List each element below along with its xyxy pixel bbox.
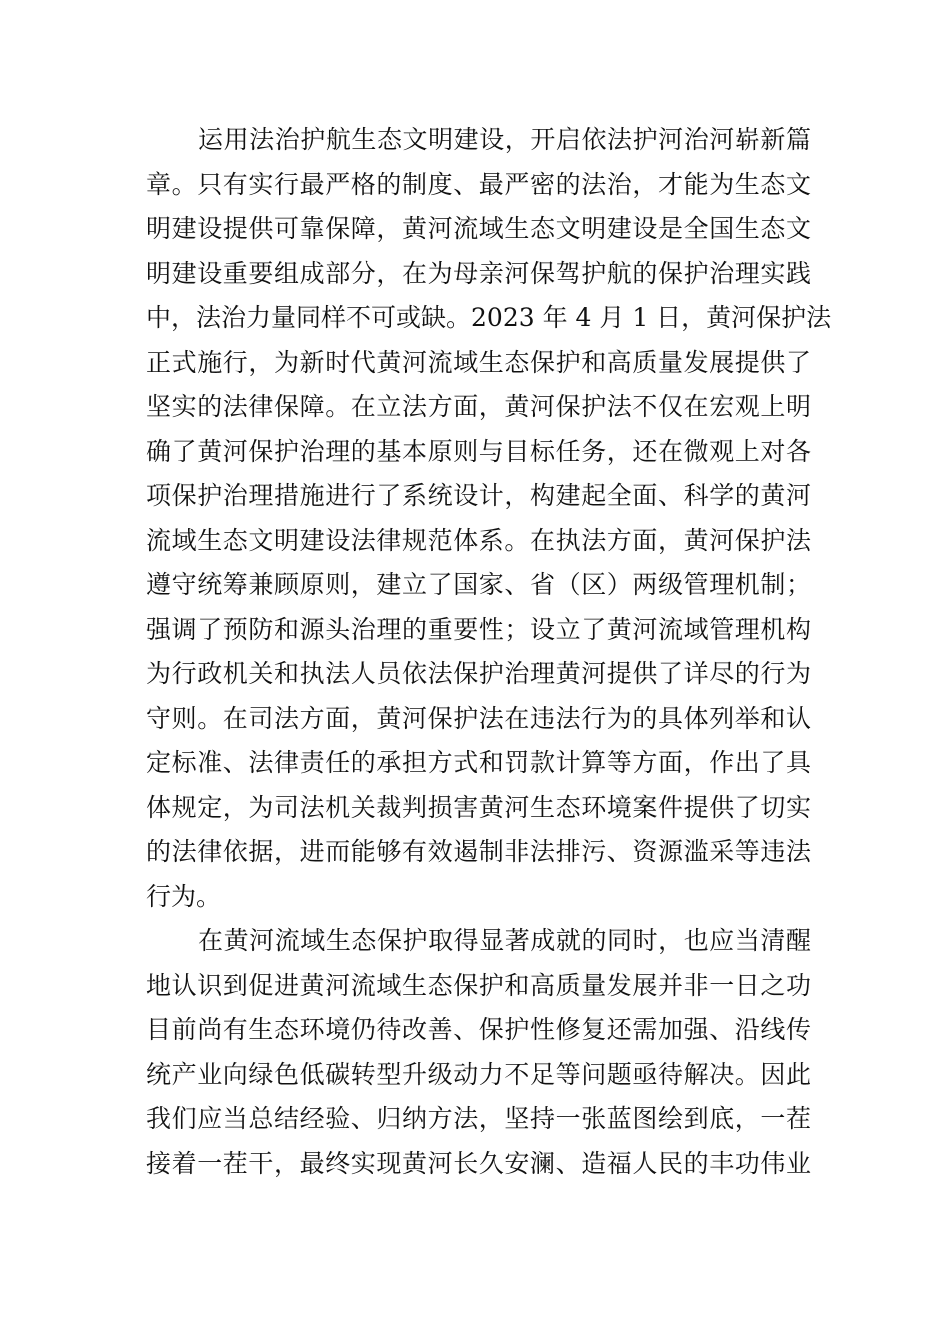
paragraph-line: 明建设提供可靠保障，黄河流域生态文明建设是全国生态文 <box>146 214 811 243</box>
paragraph-line: 我们应当总结经验、归纳方法，坚持一张蓝图绘到底，一茬 <box>146 1104 811 1133</box>
paragraph-line: 中，法治力量同样不可或缺。2023 年 4 月 1 日，黄河保护法 <box>146 303 832 332</box>
article-body <box>146 118 832 1186</box>
paragraph-line: 正式施行，为新时代黄河流域生态保护和高质量发展提供了 <box>146 347 811 377</box>
paragraph-line: 体规定，为司法机关裁判损害黄河生态环境案件提供了切实 <box>146 792 811 822</box>
paragraph-rule-of-law <box>146 118 832 919</box>
paragraph-line: 地认识到促进黄河流域生态保护和高质量发展并非一日之功 <box>146 970 811 1000</box>
paragraph-line: 遵守统筹兼顾原则，建立了国家、省（区）两级管理机制； <box>146 570 811 599</box>
paragraph-line: 坚实的法律保障。在立法方面，黄河保护法不仅在宏观上明 <box>146 392 811 421</box>
paragraph-challenges <box>146 919 811 1186</box>
paragraph-line: 明建设重要组成部分，在为母亲河保驾护航的保护治理实践 <box>146 258 811 288</box>
paragraph-line: 为行政机关和执法人员依法保护治理黄河提供了详尽的行为 <box>146 659 811 688</box>
paragraph-line: 定标准、法律责任的承担方式和罚款计算等方面，作出了具 <box>146 748 811 777</box>
paragraph-line: 运用法治护航生态文明建设，开启依法护河治河崭新篇 <box>198 125 811 154</box>
paragraph-line: 流域生态文明建设法律规范体系。在执法方面，黄河保护法 <box>146 525 811 555</box>
paragraph-line: 目前尚有生态环境仍待改善、保护性修复还需加强、沿线传 <box>146 1015 811 1044</box>
paragraph-line: 强调了预防和源头治理的重要性；设立了黄河流域管理机构 <box>146 614 811 644</box>
paragraph-line: 确了黄河保护治理的基本原则与目标任务，还在微观上对各 <box>146 436 811 466</box>
paragraph-line: 守则。在司法方面，黄河保护法在违法行为的具体列举和认 <box>146 703 811 733</box>
paragraph-line: 章。只有实行最严格的制度、最严密的法治，才能为生态文 <box>146 169 811 199</box>
paragraph-line: 的法律依据，进而能够有效遏制非法排污、资源滥采等违法 <box>146 837 811 866</box>
paragraph-line: 统产业向绿色低碳转型升级动力不足等问题亟待解决。因此 <box>146 1059 811 1089</box>
paragraph-line: 项保护治理措施进行了系统设计，构建起全面、科学的黄河 <box>146 481 811 510</box>
paragraph-line: 行为。 <box>146 881 222 911</box>
paragraph-line: 在黄河流域生态保护取得显著成就的同时，也应当清醒 <box>198 926 811 955</box>
paragraph-line: 接着一茬干，最终实现黄河长久安澜、造福人民的丰功伟业 <box>146 1148 811 1178</box>
